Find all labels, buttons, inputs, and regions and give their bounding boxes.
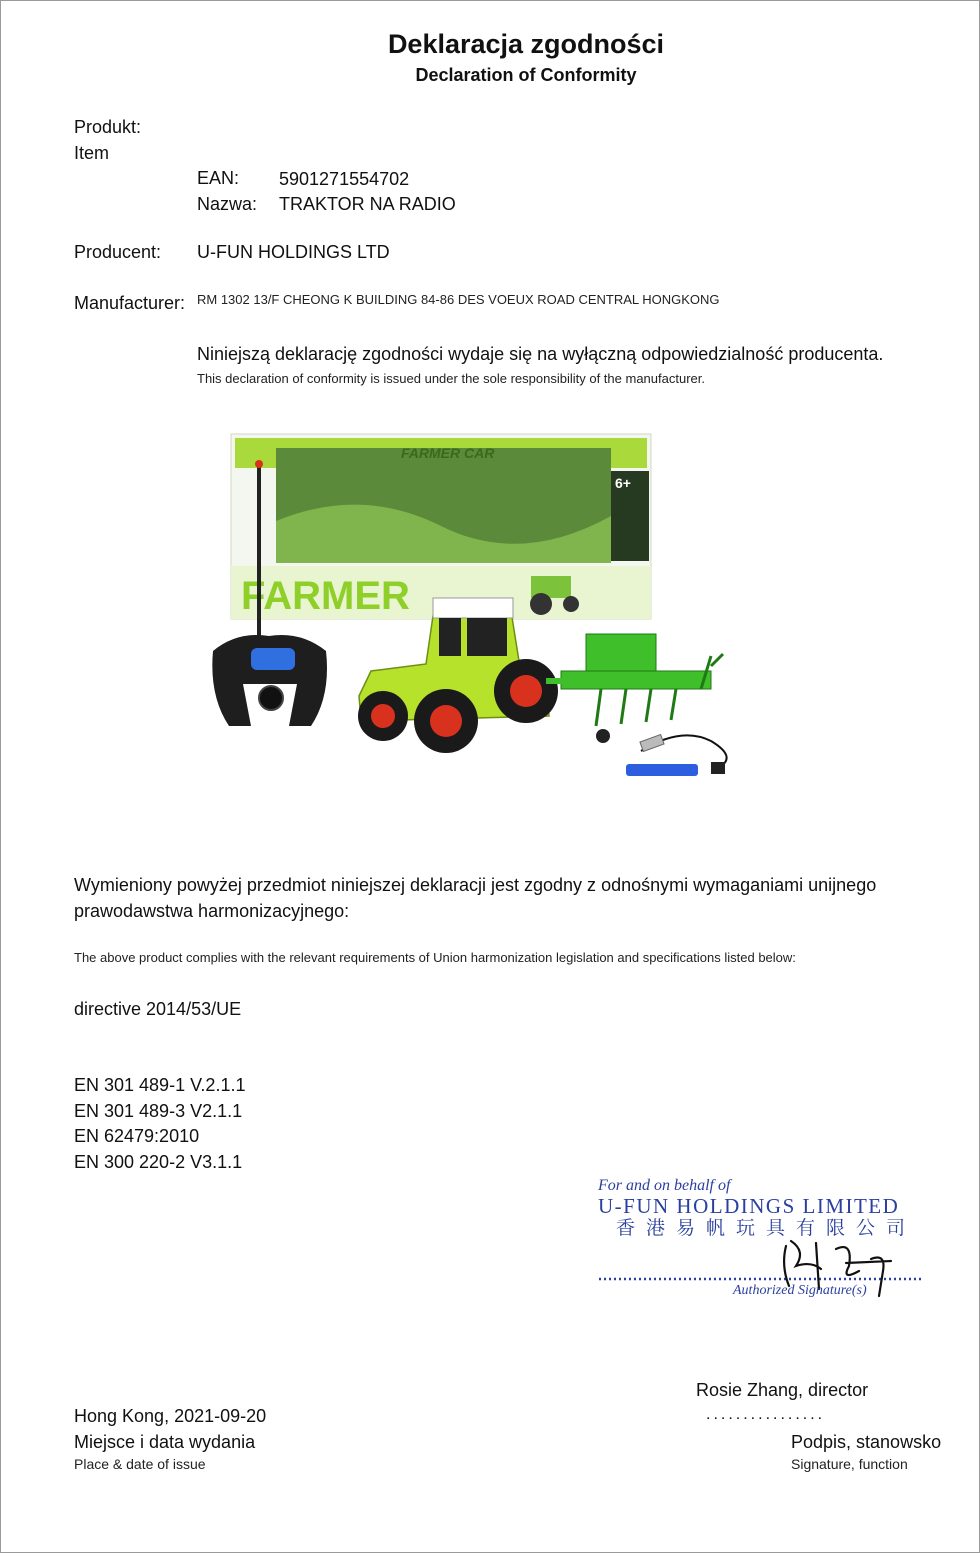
place-label-pl: Miejsce i data wydania — [74, 1432, 256, 1452]
signer-name: Rosie Zhang, director — [696, 1380, 869, 1400]
compliance-en: The above product complies with the relevant requirements of Union harmonization legislation and specifications listed below: — [74, 950, 796, 965]
box-small-text: FARMER CAR — [401, 445, 495, 461]
signature-label-en: Signature, function — [791, 1456, 908, 1472]
stamp-chinese-name: 香港易帆玩具有限公司 — [616, 1217, 917, 1239]
tractor-front-hub — [371, 704, 395, 728]
ean-label: EAN: — [197, 168, 240, 188]
remote-joystick — [259, 686, 283, 710]
standard-item: EN 62479:2010 — [74, 1126, 200, 1146]
stamp-authorized: Authorized Signature(s) — [733, 1283, 867, 1298]
tractor-rear-hub — [430, 705, 462, 737]
seeder-wheel — [596, 729, 610, 743]
usb-plug — [640, 735, 664, 752]
box-mini-wheel — [530, 593, 552, 615]
tractor-window-2 — [467, 618, 507, 656]
responsibility-en: This declaration of conformity is issued under the sole responsibility of the manufacturer. — [197, 371, 705, 386]
document-subtitle: Declaration of Conformity — [415, 65, 637, 85]
tractor-rear-hub-back — [510, 675, 542, 707]
stamp-line-behalf: For and on behalf of — [598, 1177, 731, 1194]
compliance-pl-line1: Wymieniony powyżej przedmiot niniejszej deklaracji jest zgodny z odnośnymi wymaganiami unijnego — [74, 875, 877, 895]
signature-label-pl: Podpis, stanowsko — [791, 1432, 942, 1452]
name-label: Nazwa: — [197, 194, 258, 214]
product-label-pl: Produkt: — [74, 117, 142, 137]
remote-display — [251, 648, 295, 670]
manufacturer-address: RM 1302 13/F CHEONG K BUILDING 84-86 DES VOEUX ROAD CENTRAL HONGKONG — [197, 292, 720, 307]
seeder-hopper — [586, 634, 656, 674]
stamp-company-name: U-FUN HOLDINGS LIMITED — [598, 1194, 900, 1218]
antenna-tip — [255, 460, 263, 468]
signature-dots: ................ — [706, 1406, 826, 1423]
producer-label: Producent: — [74, 242, 162, 262]
compliance-pl-line2: prawodawstwa harmonizacyjnego: — [74, 901, 350, 921]
product-photo — [201, 426, 761, 821]
place-date: Hong Kong, 2021-09-20 — [74, 1406, 267, 1426]
box-mini-wheel-front — [563, 596, 579, 612]
responsibility-pl: Niniejszą deklarację zgodności wydaje się na wyłączną odpowiedzialność producenta. — [197, 344, 884, 364]
product-label-en: Item — [74, 143, 110, 163]
name-value: TRAKTOR NA RADIO — [279, 194, 456, 214]
seeder-frame — [561, 671, 711, 689]
standard-item: EN 301 489-1 V.2.1.1 — [74, 1075, 246, 1095]
battery-connector — [711, 762, 725, 774]
box-brand-text: FARMER — [241, 574, 410, 618]
manufacturer-label: Manufacturer: — [74, 293, 186, 313]
box-age-text: 6+ — [615, 475, 631, 491]
producer-name: U-FUN HOLDINGS LTD — [197, 242, 390, 262]
place-label-en: Place & date of issue — [74, 1456, 206, 1472]
document-title: Deklaracja zgodności — [387, 29, 665, 59]
directive: directive 2014/53/UE — [74, 999, 242, 1019]
tractor-window-1 — [439, 618, 461, 656]
tractor-roof — [433, 598, 513, 618]
battery — [626, 764, 698, 776]
standard-item: EN 301 489-3 V2.1.1 — [74, 1101, 243, 1121]
ean-value: 5901271554702 — [279, 169, 410, 189]
standard-item: EN 300 220-2 V3.1.1 — [74, 1152, 243, 1172]
